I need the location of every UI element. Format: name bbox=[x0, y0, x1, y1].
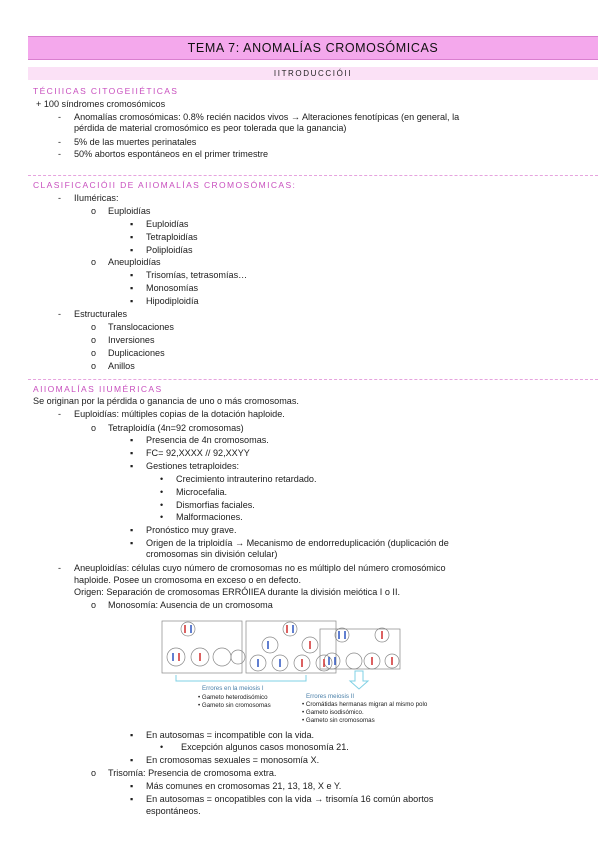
cell bbox=[231, 650, 245, 664]
section-divider bbox=[28, 175, 598, 176]
square-bullet: ▪ bbox=[130, 461, 134, 471]
circle-bullet: o bbox=[91, 206, 97, 216]
list-item: Más comunes en cromosomas 21, 13, 18, X e Y. bbox=[146, 781, 342, 791]
list-item: 50% abortos espontáneos en el primer trimestre bbox=[74, 149, 269, 159]
list-item: Tetraploidía (4n=92 cromosomas) bbox=[108, 423, 244, 433]
figure-item-text: Gameto sin cromosomas bbox=[305, 717, 375, 724]
list-item: Trisomías, tetrasomías… bbox=[146, 270, 248, 280]
figure-item: • Gameto sin cromosomas bbox=[302, 717, 375, 724]
list-item: Origen de la triploidía → Mecanismo de endorreduplicación (duplicación de bbox=[146, 538, 449, 548]
dash-bullet: - bbox=[58, 409, 61, 419]
list-item: Aneuploidías: células cuyo número de cromosomas no es múltiplo del número cromosómico bbox=[74, 563, 446, 573]
figure-item-text: Gameto heterodisómico bbox=[201, 694, 268, 701]
list-item: Euploidías bbox=[146, 219, 189, 229]
page-title: TEMA 7: ANOMALÍAS CROMOSÓMICAS bbox=[28, 36, 598, 60]
cell bbox=[167, 648, 185, 666]
list-item: Euploidías bbox=[108, 206, 151, 216]
circle-bullet: o bbox=[91, 322, 97, 332]
intro-heading: IITRODUCCIÓII bbox=[28, 67, 598, 80]
list-item: Duplicaciones bbox=[108, 348, 165, 358]
cell bbox=[262, 637, 278, 653]
figure-item: • Gameto sin cromosomas bbox=[198, 702, 271, 709]
circle-bullet: o bbox=[91, 361, 97, 371]
circle-bullet: o bbox=[91, 348, 97, 358]
square-bullet: ▪ bbox=[130, 283, 134, 293]
list-item: haploide. Posee un cromosoma en exceso o en defecto. bbox=[74, 575, 301, 585]
dash-bullet: - bbox=[58, 112, 61, 122]
section-heading-clasificacion: CLASIFICACIÓII DE AIIOMALÍAS CROMOSÓMICAS: bbox=[33, 180, 297, 190]
bracket-meiosis1 bbox=[176, 675, 306, 681]
list-item: Inversiones bbox=[108, 335, 155, 345]
list-item: Aneuploidías bbox=[108, 257, 161, 267]
figure-item-text: Gameto sin cromosomas bbox=[201, 702, 271, 709]
square-bullet: ▪ bbox=[130, 781, 134, 791]
cell bbox=[283, 622, 297, 636]
square-bullet: ▪ bbox=[130, 448, 134, 458]
figure-item-text: Cromátidas hermanas migran al mismo polo bbox=[305, 701, 428, 708]
list-item: Malformaciones. bbox=[176, 512, 243, 522]
list-item: espontáneos. bbox=[146, 806, 201, 816]
list-item: Estructurales bbox=[74, 309, 128, 319]
list-item: En autosomas = oncopatibles con la vida → trisomía 16 común abortos bbox=[146, 794, 434, 804]
list-item: FC= 92,XXXX // 92,XXYY bbox=[146, 448, 250, 458]
list-item: Poliploidías bbox=[146, 245, 193, 255]
list-item: Translocaciones bbox=[108, 322, 174, 332]
figure-label-meiosis1: Errores en la meiosis I bbox=[202, 685, 264, 692]
section-heading-tecnicas: TÉCIIICAS CITOGEIIÉTICAS bbox=[33, 86, 179, 96]
square-bullet: ▪ bbox=[130, 730, 134, 740]
list-item: Anillos bbox=[108, 361, 135, 371]
list-item: Anomalías cromosómicas: 0.8% recién nacidos vivos → Alteraciones fenotípicas (en general, la bbox=[74, 112, 460, 122]
list-item: 5% de las muertes perinatales bbox=[74, 137, 197, 147]
circle-bullet: o bbox=[91, 768, 97, 778]
dot-bullet: • bbox=[160, 487, 164, 497]
section-divider bbox=[28, 379, 598, 380]
dash-bullet: - bbox=[58, 149, 61, 159]
list-item: Presencia de 4n cromosomas. bbox=[146, 435, 269, 445]
list-item: Hipodiploidía bbox=[146, 296, 199, 306]
list-item: Origen: Separación de cromosomas ERRÓIIEA durante la división meiótica I o II. bbox=[74, 587, 401, 597]
list-item: Monosomía: Ausencia de un cromosoma bbox=[108, 600, 273, 610]
circle-bullet: o bbox=[91, 257, 97, 267]
dot-bullet: • bbox=[160, 742, 164, 752]
square-bullet: ▪ bbox=[130, 755, 134, 765]
list-item: cromosomas sin división celular) bbox=[146, 549, 278, 559]
panel-meiosis1 bbox=[162, 621, 242, 673]
dot-bullet: • bbox=[160, 500, 164, 510]
square-bullet: ▪ bbox=[130, 270, 134, 280]
list-item: Euploidías: múltiples copias de la dotación haploide. bbox=[74, 409, 285, 419]
square-bullet: ▪ bbox=[130, 794, 134, 804]
section-heading-numericas: AIIOMALÍAS IIUMÉRICAS bbox=[33, 384, 163, 394]
dash-bullet: - bbox=[58, 193, 61, 203]
cell bbox=[213, 648, 231, 666]
square-bullet: ▪ bbox=[130, 435, 134, 445]
list-item: Pronóstico muy grave. bbox=[146, 525, 237, 535]
square-bullet: ▪ bbox=[130, 245, 134, 255]
square-bullet: ▪ bbox=[130, 219, 134, 229]
list-item: Crecimiento intrauterino retardado. bbox=[176, 474, 317, 484]
list-item: En cromosomas sexuales = monosomía X. bbox=[146, 755, 320, 765]
circle-bullet: o bbox=[91, 600, 97, 610]
circle-bullet: o bbox=[91, 335, 97, 345]
list-item: Trisomía: Presencia de cromosoma extra. bbox=[108, 768, 277, 778]
list-item: Monosomías bbox=[146, 283, 199, 293]
numericas-intro: Se originan por la pérdida o ganancia de uno o más cromosomas. bbox=[33, 396, 299, 406]
list-item: IIuméricas: bbox=[74, 193, 119, 203]
tecnicas-intro: + 100 síndromes cromosómicos bbox=[36, 99, 166, 109]
cell bbox=[181, 622, 195, 636]
circle-bullet: o bbox=[91, 423, 97, 433]
nondisjunction-figure bbox=[160, 615, 428, 725]
list-item: pérdida de material cromosómico es peor tolerada que la ganancia) bbox=[74, 123, 347, 133]
square-bullet: ▪ bbox=[130, 296, 134, 306]
list-item: En autosomas = incompatible con la vida. bbox=[146, 730, 315, 740]
arrow-down-icon bbox=[350, 671, 368, 689]
dash-bullet: - bbox=[58, 137, 61, 147]
figure-item: • Gameto isodisómico. bbox=[302, 709, 364, 716]
dot-bullet: • bbox=[160, 474, 164, 484]
list-item: Dismorfias faciales. bbox=[176, 500, 255, 510]
list-item: Tetraploidías bbox=[146, 232, 198, 242]
cell bbox=[335, 628, 349, 642]
figure-label-meiosis2: Errores meiosis II bbox=[306, 693, 355, 700]
cell bbox=[346, 653, 362, 669]
square-bullet: ▪ bbox=[130, 538, 134, 548]
list-item: Microcefalia. bbox=[176, 487, 228, 497]
dash-bullet: - bbox=[58, 563, 61, 573]
square-bullet: ▪ bbox=[130, 525, 134, 535]
dash-bullet: - bbox=[58, 309, 61, 319]
square-bullet: ▪ bbox=[130, 232, 134, 242]
list-item: Gestiones tetraploides: bbox=[146, 461, 240, 471]
list-item: Excepción algunos casos monosomía 21. bbox=[181, 742, 349, 752]
figure-item: • Gameto heterodisómico bbox=[198, 694, 268, 701]
dot-bullet: • bbox=[160, 512, 164, 522]
figure-item: • Cromátidas hermanas migran al mismo polo bbox=[302, 701, 428, 708]
figure-item-text: Gameto isodisómico. bbox=[305, 709, 364, 716]
